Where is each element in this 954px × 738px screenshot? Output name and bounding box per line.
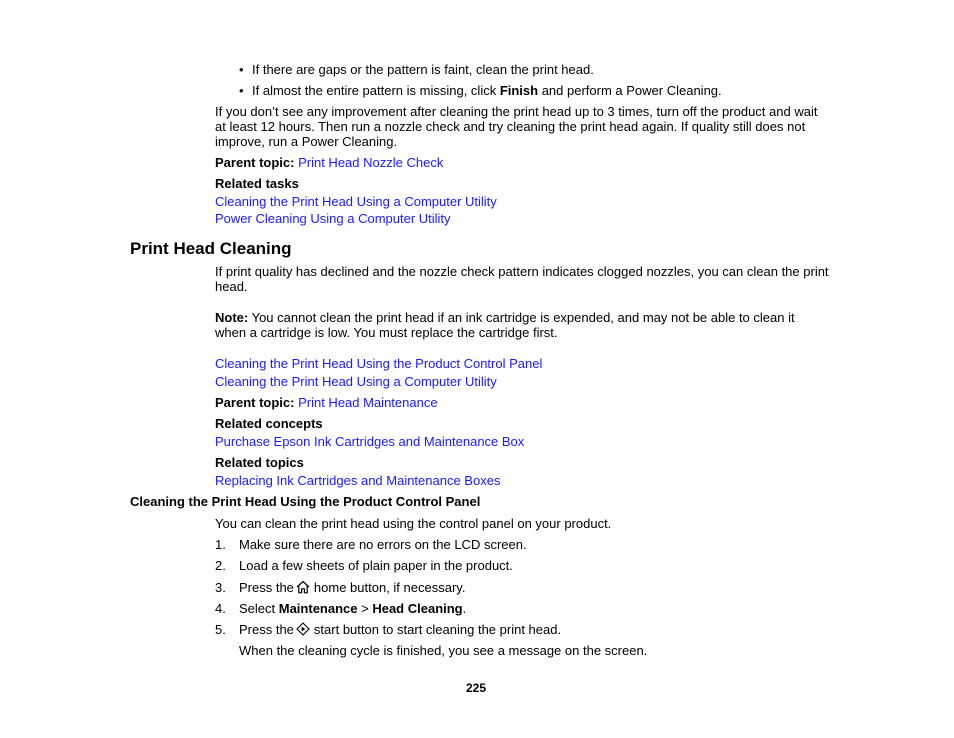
- bullet-marker: •: [239, 62, 244, 77]
- step-number: 5.: [215, 622, 226, 637]
- subtopic-link[interactable]: Cleaning the Print Head Using a Computer Utility: [215, 374, 497, 389]
- step-text: Select Maintenance > Head Cleaning.: [239, 601, 467, 616]
- related-concept-link[interactable]: Purchase Epson Ink Cartridges and Maintenance Box: [215, 434, 525, 449]
- page-number: 225: [466, 681, 487, 695]
- related-tasks-heading: Related tasks: [215, 176, 299, 191]
- note-paragraph: Note: You cannot clean the print head if an ink cartridge is expended, and may not be able to clean it when a cartridge is low. You must replace the cartridge first.: [215, 310, 795, 340]
- step-number: 3.: [215, 580, 226, 595]
- related-topics-heading: Related topics: [215, 455, 304, 470]
- start-icon: [295, 622, 311, 636]
- step-text: Make sure there are no errors on the LCD screen.: [239, 537, 527, 552]
- parent-topic-line: Parent topic: Print Head Nozzle Check: [215, 155, 444, 170]
- subsection-title: Cleaning the Print Head Using the Product Control Panel: [130, 494, 481, 509]
- step-text: Press the home button, if necessary.: [239, 580, 466, 595]
- step-number: 4.: [215, 601, 226, 616]
- bullet-item: If there are gaps or the pattern is faint, clean the print head.: [252, 62, 594, 77]
- parent-topic-line: Parent topic: Print Head Maintenance: [215, 395, 438, 410]
- bullet-item: If almost the entire pattern is missing, click Finish and perform a Power Cleaning.: [252, 83, 722, 98]
- bullet-marker: •: [239, 83, 244, 98]
- step-number: 2.: [215, 558, 226, 573]
- step-number: 1.: [215, 537, 226, 552]
- subtopic-link[interactable]: Cleaning the Print Head Using the Product Control Panel: [215, 356, 543, 371]
- step-text: Load a few sheets of plain paper in the product.: [239, 558, 513, 573]
- related-task-link[interactable]: Power Cleaning Using a Computer Utility: [215, 211, 451, 226]
- related-topic-link[interactable]: Replacing Ink Cartridges and Maintenance Boxes: [215, 473, 501, 488]
- subsection-intro: You can clean the print head using the control panel on your product.: [215, 516, 612, 531]
- section-intro: If print quality has declined and the nozzle check pattern indicates clogged nozzles, you can clean the print head.: [215, 264, 829, 294]
- related-concepts-heading: Related concepts: [215, 416, 323, 431]
- step-text: Press the start button to start cleaning the print head.: [239, 622, 562, 637]
- related-task-link[interactable]: Cleaning the Print Head Using a Computer Utility: [215, 194, 497, 209]
- no-improvement-paragraph: If you don’t see any improvement after cleaning the print head up to 3 times, turn off the product and wait at least 12 hours. Then run a nozzle check and try cleaning the print head again. If quality still does not improve, run a Power Cleaning.: [215, 104, 818, 149]
- home-icon: [295, 580, 311, 594]
- section-title: Print Head Cleaning: [130, 239, 292, 258]
- parent-topic-link[interactable]: Print Head Nozzle Check: [298, 155, 444, 170]
- result-text: When the cleaning cycle is finished, you see a message on the screen.: [239, 643, 648, 658]
- parent-topic-link[interactable]: Print Head Maintenance: [298, 395, 438, 410]
